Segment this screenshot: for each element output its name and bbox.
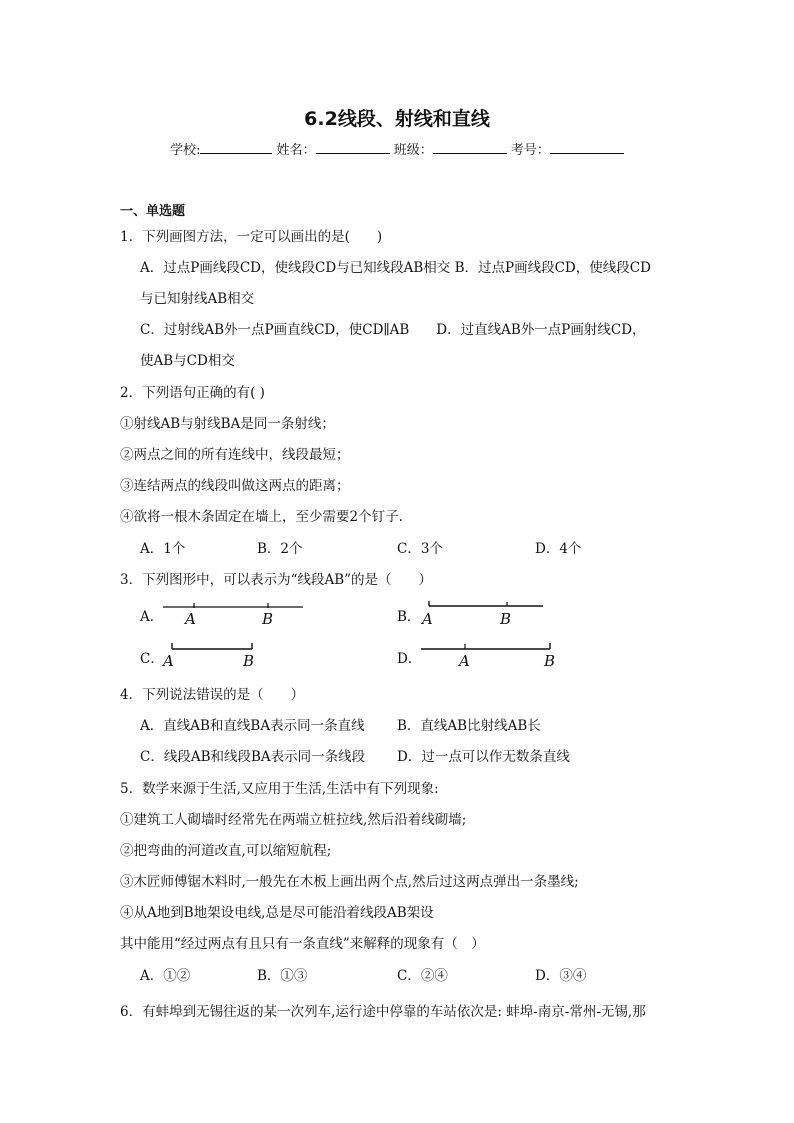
q3-option-c[interactable]: C． bbox=[140, 651, 164, 667]
school-label: 学校: bbox=[170, 143, 201, 158]
q1-stem: 1．下列画图方法，一定可以画出的是( ) bbox=[120, 229, 383, 245]
q2-statement: ④欲将一根木条固定在墙上，至少需要2个钉子. bbox=[120, 509, 403, 525]
point-label-b: B bbox=[500, 610, 512, 628]
name-blank[interactable] bbox=[316, 140, 390, 154]
q5-statement: ②把弯曲的河道改直,可以缩短航程; bbox=[120, 843, 332, 859]
q2-statement: ③连结两点的线段叫做这两点的距离； bbox=[120, 478, 350, 494]
page-title: 6.2线段、射线和直线 bbox=[304, 108, 490, 130]
point-label-b: B bbox=[544, 652, 556, 670]
q2-statement: ①射线AB与射线BA是同一条射线； bbox=[120, 416, 335, 432]
q2-option-a[interactable]: A．1个 bbox=[140, 541, 186, 557]
q3-stem: 3．下列图形中，可以表示为“线段AB”的是（ ） bbox=[120, 572, 433, 588]
q5-option-a[interactable]: A．①② bbox=[140, 968, 191, 984]
q4-option-c[interactable]: C．线段AB和线段BA表示同一条线段 bbox=[140, 749, 366, 765]
q3-figure-d bbox=[418, 640, 568, 678]
point-label-a: A bbox=[163, 652, 174, 670]
q3-figure-a-svg bbox=[160, 598, 310, 632]
q4-option-a[interactable]: A．直线AB和直线BA表示同一条直线 bbox=[140, 718, 365, 734]
class-blank[interactable] bbox=[433, 140, 507, 154]
exam-no-label: 考号： bbox=[510, 143, 550, 158]
point-label-b: B bbox=[262, 610, 274, 628]
q3-figure-c bbox=[160, 640, 270, 678]
q2-option-d[interactable]: D．4个 bbox=[535, 541, 582, 557]
q2-statement: ②两点之间的所有连线中，线段最短； bbox=[120, 447, 350, 463]
q5-question: 其中能用“经过两点有且只有一条直线”来解释的现象有（ ） bbox=[120, 936, 485, 952]
q1-option-line: A．过点P画线段CD，使线段CD与已知线段AB相交 B．过点P画线段CD，使线段CD bbox=[140, 260, 651, 276]
section-heading: 一、单选题 bbox=[120, 204, 186, 219]
q5-option-d[interactable]: D．③④ bbox=[535, 968, 587, 984]
student-info-line bbox=[0, 139, 794, 158]
q2-option-b[interactable]: B．2个 bbox=[257, 541, 303, 557]
class-label: 班级： bbox=[393, 143, 433, 158]
q5-stem: 5．数学来源于生活,又应用于生活,生活中有下列现象: bbox=[120, 781, 439, 797]
q5-statement: ④从A地到B地架设电线,总是尽可能沿着线段AB架设 bbox=[120, 905, 434, 921]
q1-option-line: 与已知射线AB相交 bbox=[140, 291, 255, 307]
q3-figure-c-svg bbox=[160, 640, 270, 674]
point-label-a: A bbox=[422, 610, 433, 628]
q1-option-line: C．过射线AB外一点P画直线CD，使CD∥AB D．过直线AB外一点P画射线CD， bbox=[140, 322, 646, 338]
q3-figure-b bbox=[420, 598, 550, 636]
q4-stem: 4．下列说法错误的是（ ） bbox=[120, 687, 305, 703]
q5-option-c[interactable]: C．②④ bbox=[397, 968, 448, 984]
q4-option-b[interactable]: B．直线AB比射线AB长 bbox=[397, 718, 541, 734]
point-label-a: A bbox=[459, 652, 470, 670]
q1-option-line: 使AB与CD相交 bbox=[140, 353, 235, 369]
q3-figure-a bbox=[160, 598, 310, 636]
q6-stem: 6．有蚌埠到无锡往返的某一次列车,运行途中停靠的车站依次是: 蚌埠-南京-常州-无锡,那 bbox=[120, 1004, 646, 1020]
q5-statement: ③木匠师傅锯木料时,一般先在木板上画出两个点,然后过这两点弹出一条墨线; bbox=[120, 874, 579, 890]
point-label-b: B bbox=[243, 652, 255, 670]
q3-option-b[interactable]: B． bbox=[397, 609, 421, 625]
q2-stem: 2．下列语句正确的有( ) bbox=[120, 385, 265, 401]
q3-figure-d-svg bbox=[418, 640, 568, 674]
point-label-a: A bbox=[185, 610, 196, 628]
name-label: 姓名： bbox=[276, 143, 316, 158]
q3-option-a[interactable]: A． bbox=[140, 609, 164, 625]
q3-option-d[interactable]: D． bbox=[397, 651, 422, 667]
q3-figure-b-svg bbox=[420, 598, 550, 632]
school-blank[interactable] bbox=[200, 140, 272, 154]
q5-option-b[interactable]: B．①③ bbox=[257, 968, 308, 984]
q2-option-c[interactable]: C．3个 bbox=[397, 541, 443, 557]
q4-option-d[interactable]: D．过一点可以作无数条直线 bbox=[397, 749, 570, 765]
q5-statement: ①建筑工人砌墙时经常先在两端立桩拉线,然后沿着线砌墙; bbox=[120, 812, 467, 828]
exam-no-blank[interactable] bbox=[550, 140, 624, 154]
